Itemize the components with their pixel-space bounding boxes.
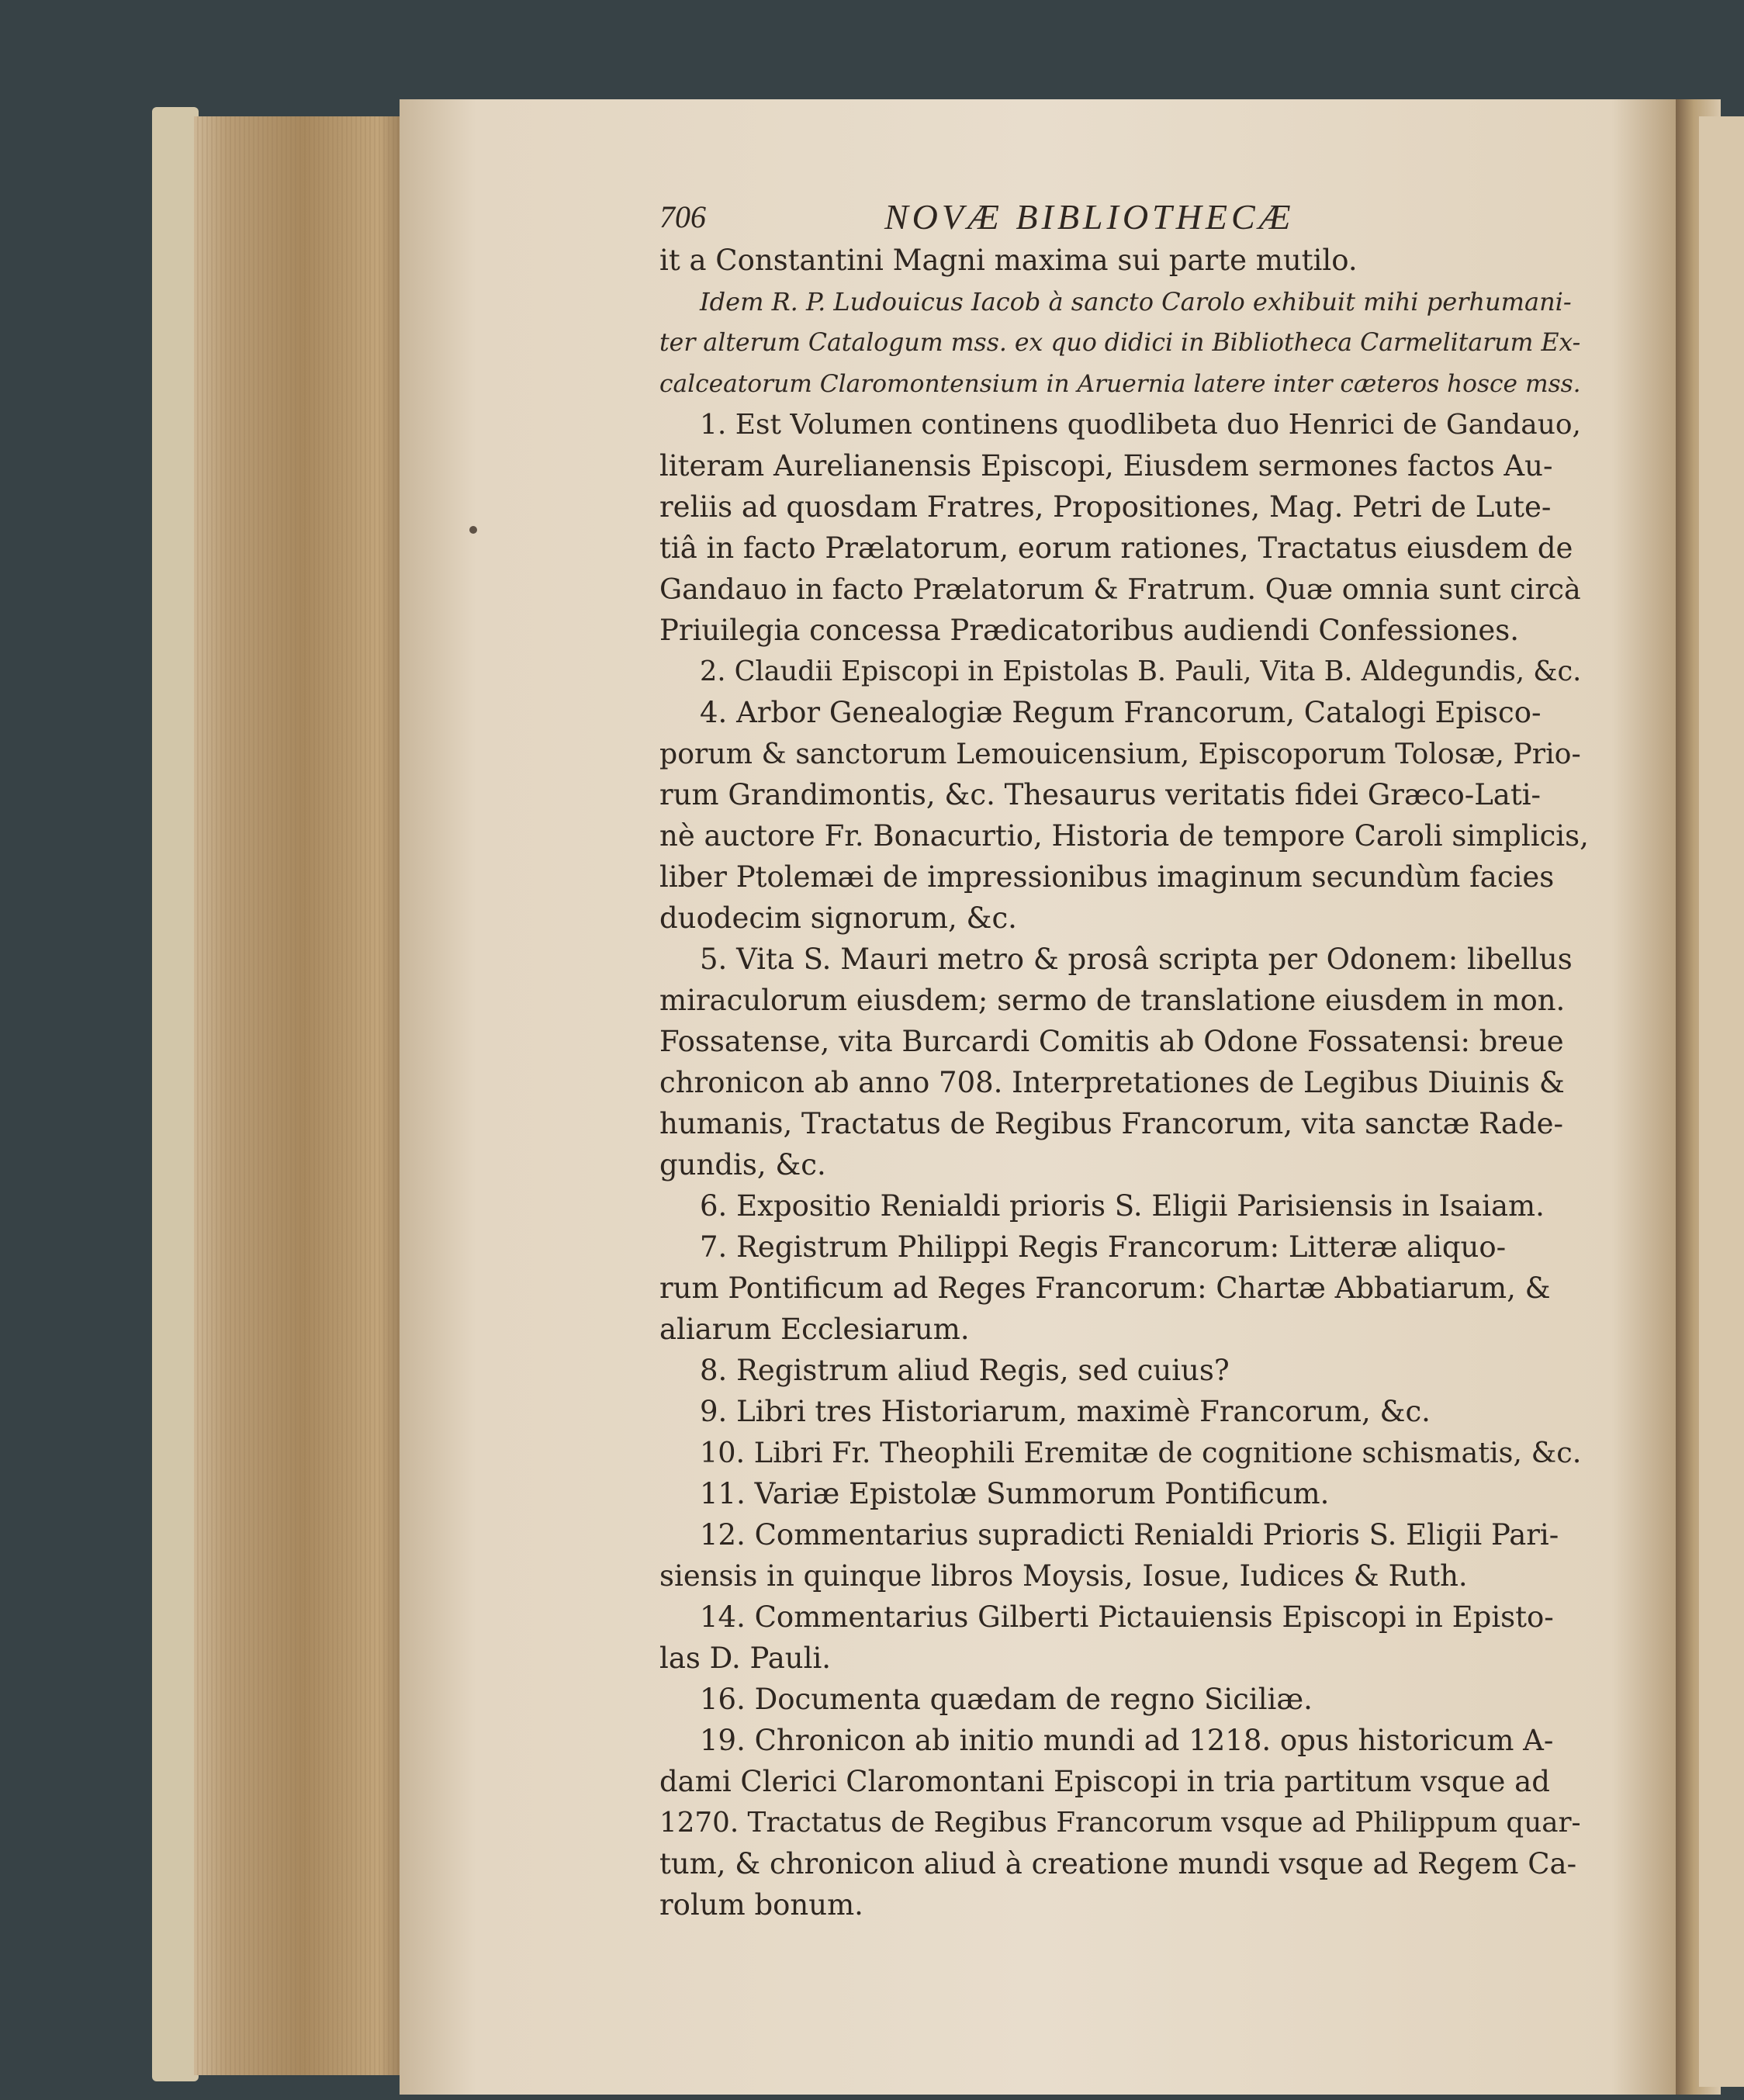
text-line-italic: ter alterum Catalogum mss. ex quo didici in Bibliotheca Carmelitarum Ex-	[659, 329, 1581, 357]
running-header	[659, 198, 1590, 237]
text-line: rum Pontificum ad Reges Francorum: Chartæ Abbatiarum, &	[659, 1271, 1551, 1305]
text-line: gundis, &c.	[659, 1148, 826, 1181]
text-line: rum Grandimontis, &c. Thesaurus veritatis fidei Græco-Lati-	[659, 778, 1542, 811]
text-line-italic: Idem R. P. Ludouicus Iacob à sancto Carolo exhibuit mihi perhumani-	[700, 287, 1572, 317]
text-line: 14. Commentarius Gilberti Pictauiensis Episcopi in Episto-	[700, 1600, 1554, 1634]
text-line: it a Constantini Magni maxima sui parte mutilo.	[659, 244, 1358, 277]
text-line: rolum bonum.	[659, 1888, 863, 1922]
text-line: literam Aurelianensis Episcopi, Eiusdem sermones factos Au-	[659, 449, 1553, 483]
text-line: 4. Arbor Genealogiæ Regum Francorum, Catalogi Episco-	[700, 696, 1542, 729]
facing-page-edge	[1699, 116, 1744, 2087]
text-line: 11. Variæ Epistolæ Summorum Pontificum.	[700, 1477, 1330, 1510]
text-line: porum & sanctorum Lemouicensium, Episcoporum Tolosæ, Prio-	[659, 737, 1581, 770]
text-line: Fossatense, vita Burcardi Comitis ab Odone Fossatensi: breue	[659, 1025, 1564, 1058]
text-line: 8. Registrum aliud Regis, sed cuius?	[700, 1354, 1230, 1387]
text-line: chronicon ab anno 708. Interpretationes de Legibus Diuinis &	[659, 1066, 1565, 1099]
text-line: aliarum Ecclesiarum.	[659, 1313, 970, 1346]
text-line: humanis, Tractatus de Regibus Francorum, vita sanctæ Rade-	[659, 1107, 1564, 1140]
ink-spot	[469, 526, 477, 534]
running-title: NOVÆ BIBLIOTHECÆ	[884, 198, 1295, 237]
text-line: tiâ in facto Prælatorum, eorum rationes, Tractatus eiusdem de	[659, 531, 1573, 565]
text-line-italic: calceatorum Claromontensium in Aruernia latere inter cæteros hosce mss.	[659, 370, 1581, 398]
text-line: 6. Expositio Renialdi prioris S. Eligii Parisiensis in Isaiam.	[700, 1189, 1545, 1223]
text-line: reliis ad quosdam Fratres, Propositiones, Mag. Petri de Lute-	[659, 490, 1552, 524]
text-line: 7. Registrum Philippi Regis Francorum: Litteræ aliquo-	[700, 1230, 1507, 1264]
text-line: miraculorum eiusdem; sermo de translatione eiusdem in mon.	[659, 984, 1566, 1017]
text-line: Priuilegia concessa Prædicatoribus audiendi Confessiones.	[659, 614, 1519, 647]
text-line: duodecim signorum, &c.	[659, 901, 1017, 935]
text-line: dami Clerici Claromontani Episcopi in tria partitum vsque ad	[659, 1765, 1550, 1798]
text-line: 5. Vita S. Mauri metro & prosâ scripta per Odonem: libellus	[700, 943, 1573, 976]
text-line: 12. Commentarius supradicti Renialdi Prioris S. Eligii Pari-	[700, 1518, 1559, 1552]
text-line: 10. Libri Fr. Theophili Eremitæ de cognitione schismatis, &c.	[700, 1436, 1582, 1469]
text-line: las D. Pauli.	[659, 1642, 832, 1675]
text-line: 19. Chronicon ab initio mundi ad 1218. opus historicum A-	[700, 1724, 1554, 1757]
text-line: nè auctore Fr. Bonacurtio, Historia de tempore Caroli simplicis,	[659, 819, 1589, 853]
text-line: Gandauo in facto Prælatorum & Fratrum. Quæ omnia sunt circà	[659, 573, 1581, 606]
page-number: 706	[659, 199, 706, 234]
cover-board	[152, 107, 199, 2081]
text-line: siensis in quinque libros Moysis, Iosue, Iudices & Ruth.	[659, 1559, 1468, 1593]
text-line: liber Ptolemæi de impressionibus imaginum secundùm facies	[659, 860, 1555, 894]
text-line: 2. Claudii Episcopi in Epistolas B. Pauli, Vita B. Aldegundis, &c.	[700, 656, 1582, 687]
text-line: 1. Est Volumen continens quodlibeta duo Henrici de Gandauo,	[700, 409, 1581, 441]
text-line: 9. Libri tres Historiarum, maximè Francorum, &c.	[700, 1395, 1431, 1428]
text-line: tum, & chronicon aliud à creatione mundi vsque ad Regem Ca-	[659, 1847, 1577, 1880]
text-line: 1270. Tractatus de Regibus Francorum vsque ad Philippum quar-	[659, 1807, 1581, 1839]
text-line: 16. Documenta quædam de regno Siciliæ.	[700, 1683, 1313, 1716]
